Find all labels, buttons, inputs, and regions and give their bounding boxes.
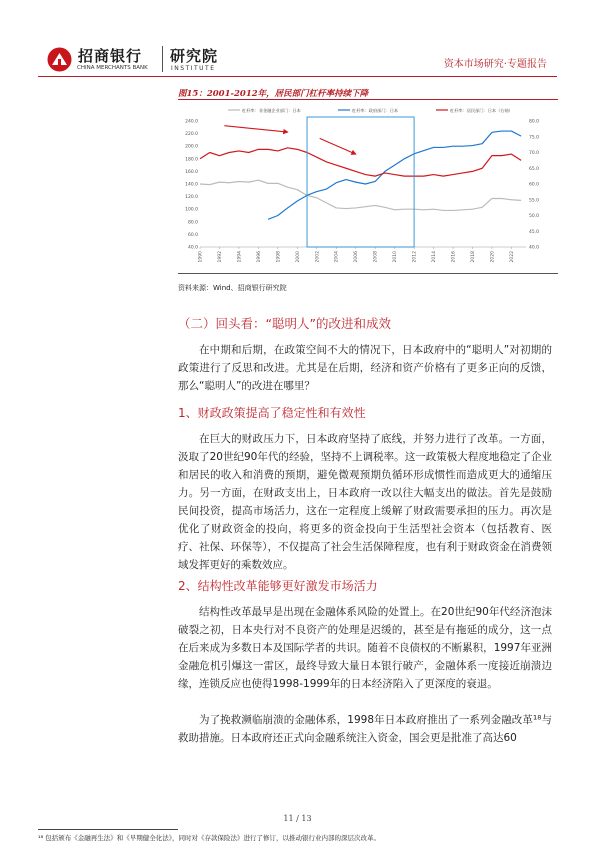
x-tick-label: 2000 — [295, 251, 301, 263]
series-line — [200, 180, 521, 210]
header-rule — [38, 76, 557, 77]
x-tick-label: 1998 — [276, 251, 282, 263]
y-left-tick-label: 120.0 — [185, 195, 198, 201]
x-tick-label: 2022 — [509, 251, 515, 263]
x-tick-label: 2010 — [393, 251, 399, 263]
series-line — [200, 148, 521, 176]
footnote-rule — [38, 829, 178, 830]
subsection-1-paragraph: 在巨大的财政压力下，日本政府坚持了底线，并努力进行了改革。一方面，汲取了20世纪90年代的经验，坚持不上调税率。这一政策极大程度地稳定了企业和居民的收入和消费的预期，避免微观预期负循环形成惯性而造成更大的通缩压力。另一方面，在财政支出上，日本政府一改以往大幅支出的做法。首先是鼓励民间投资，提高市场活力，这在一定程度上缓解了财政需要承担的压力。再次是优化了财政资金的投向，将更多的资金投向于生活型社会资本（包括教育、医疗、社保、环保等），不仅提高了社会生活保障程度，也有利于财政资金在消费领域发挥更好的乘数效应。 — [178, 433, 552, 571]
legend-label: 杠杆率：居民部门：日本（右轴） — [450, 108, 513, 113]
bank-name-en: CHINA MERCHANTS BANK — [77, 65, 148, 71]
legend-label: 杠杆率：非金融企业部门：日本 — [242, 108, 301, 113]
page-number: 11 / 13 — [283, 814, 312, 823]
x-tick-label: 2012 — [412, 251, 418, 263]
x-tick-label: 1994 — [237, 251, 243, 263]
y-right-tick-label: 70.0 — [529, 151, 540, 156]
x-tick-label: 2002 — [315, 251, 321, 263]
chart-legend — [228, 107, 513, 114]
highlight-box — [307, 117, 414, 247]
cmb-logo-icon — [47, 47, 72, 72]
y-left-tick-label: 80.0 — [187, 220, 198, 226]
section-intro-paragraph: 在中期和后期，在政策空间不大的情况下，日本政府中的“聪明人”对初期的政策进行了反思和改进。尤其是在后期，经济和资产价格有了更多正向的反馈，那么“聪明人”的改进在哪里？ — [178, 344, 552, 392]
x-tick-label: 2006 — [354, 251, 360, 263]
chart-series — [200, 131, 521, 219]
bank-name-cn: 招商银行 — [78, 47, 143, 65]
report-type: 资本市场研究·专题报告 — [443, 59, 547, 70]
x-tick-label: 1992 — [217, 251, 223, 263]
figure-bottom-rule — [178, 273, 558, 274]
y-left-tick-label: 180.0 — [185, 157, 198, 163]
x-tick-label: 2020 — [490, 251, 496, 263]
subsection-2-paragraph-1: 结构性改革最早是出现在金融体系风险的处置上。在20世纪90年代经济泡沫破裂之初，日本央行对不良资产的处理是迟缓的，甚至是有拖延的成分，这一点在后来成为多数日本及国际学者的共识。随着不良债权的不断累积，1997年亚洲金融危机引爆这一雷区，最终导致大量日本银行破产，金融体系一度接近崩溃边缘，连锁反应也使得1998-1999年的日本经济陷入了更深度的衰退。 — [178, 606, 552, 690]
x-tick-label: 1996 — [256, 251, 262, 263]
y-left-tick-label: 60.0 — [187, 232, 198, 238]
chart-annotations — [224, 117, 414, 247]
y-left-tick-label: 240.0 — [185, 119, 198, 125]
subsection-2-heading: 2、结构性改革能够更好激发市场活力 — [178, 579, 378, 593]
y-right-tick-label: 80.0 — [529, 119, 540, 125]
header-separator — [162, 46, 163, 72]
legend-label: 杠杆率：政府部门：日本 — [352, 108, 399, 113]
y-right-tick-label: 75.0 — [529, 135, 540, 141]
y-left-tick-label: 160.0 — [185, 169, 198, 175]
y-left-tick-label: 140.0 — [185, 182, 198, 188]
institute-name-en: INSTITUTE — [171, 65, 216, 72]
x-tick-label: 1990 — [198, 251, 204, 263]
subsection-2-paragraph-2: 为了挽救濒临崩溃的金融体系，1998年日本政府推出了一系列金融改革¹⁸与救助措施。日本政府还正式向金融系统注入资金，国会更是批准了高达60 — [178, 714, 552, 744]
y-right-tick-label: 40.0 — [529, 245, 540, 251]
y-left-tick-label: 100.0 — [185, 207, 198, 213]
y-right-tick-label: 65.0 — [529, 166, 540, 172]
y-right-tick-label: 60.0 — [529, 182, 540, 188]
trend-arrow — [320, 138, 356, 154]
figure-source: 资料来源：Wind、招商银行研究院 — [178, 284, 287, 292]
footnote: ¹⁸ 包括颁布《金融再生法》和《早期健全化法》，同时对《存款保险法》进行了修订，以推动银行业内部的深层次改革。 — [38, 834, 381, 842]
trend-arrow — [224, 126, 287, 132]
section-heading: （二）回头看：“聪明人”的改进和成效 — [178, 316, 391, 331]
y-left-tick-label: 220.0 — [185, 132, 198, 138]
y-left-tick-label: 40.0 — [187, 245, 198, 251]
x-tick-label: 2016 — [451, 251, 457, 263]
subsection-1-heading: 1、财政政策提高了稳定性和有效性 — [178, 406, 366, 420]
figure-title: 图15：2001-2012年，居民部门杠杆率持续下降 — [178, 89, 369, 99]
x-tick-label: 2018 — [470, 251, 476, 263]
y-right-tick-label: 45.0 — [529, 229, 540, 235]
x-tick-label: 2008 — [373, 251, 379, 263]
x-tick-label: 2014 — [432, 251, 438, 263]
institute-name-cn: 研究院 — [170, 47, 219, 65]
y-right-tick-label: 50.0 — [529, 214, 540, 219]
figure-title-rule — [178, 99, 558, 100]
y-left-tick-label: 200.0 — [185, 144, 198, 150]
x-tick-label: 2004 — [334, 251, 340, 263]
y-right-tick-label: 55.0 — [529, 198, 540, 204]
leverage-chart — [178, 101, 558, 269]
